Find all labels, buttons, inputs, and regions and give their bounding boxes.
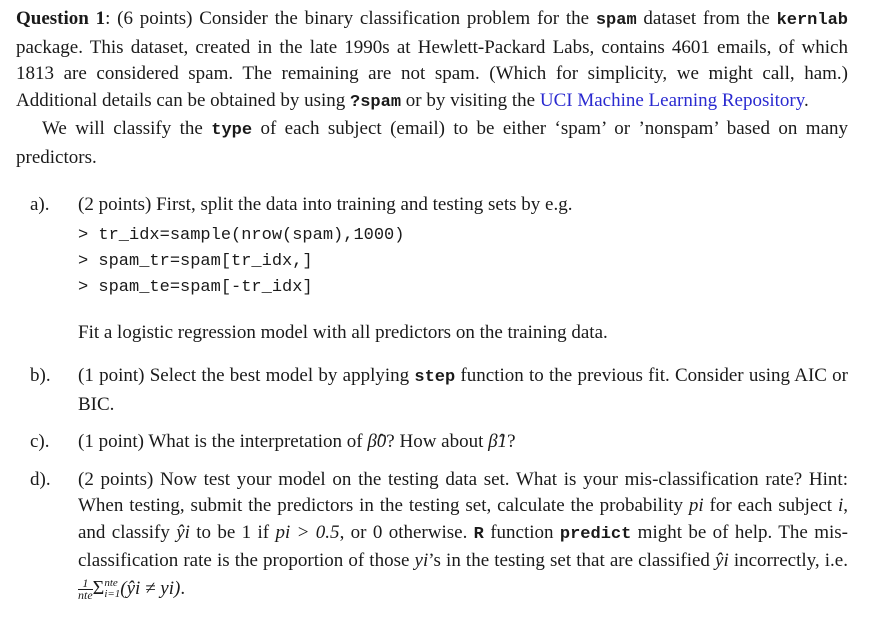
part-a-text: (2 points) First, split the data into training and testing sets by e.g. xyxy=(78,194,573,215)
code-R: R xyxy=(473,524,484,544)
part-b: b). (1 point) Select the best model by applying step function to the previous fit. Consider using AIC or BIC. xyxy=(16,363,848,418)
code-block xyxy=(78,223,848,301)
part-label: d). xyxy=(30,468,51,490)
fraction: $\frac{1}{\text{nte}}$ xyxy=(78,575,93,602)
question-intro: Question 1: (6 points) Consider the binary classification problem for the spam dataset from the kernlab package. This dataset, created in the late 1990s at Hewlett-Packard Labs, contains 4601 emails, of which 1813 are considered spam. The remaining are not spam. (Which for simplicity, we might call, ham.) Additional details can be obtained by using ?spam or by visiting the UCI Machine Learning Repository. xyxy=(16,8,848,112)
code-kernlab: kernlab xyxy=(776,11,848,30)
code-line: > tr_idx=sample(nrow(spam),1000) xyxy=(78,225,405,245)
part-d: d). (2 points) Now test your model on the testing data set. What is your mis-classification rate? Hint: When testing, submit the predictors in the testing set, calculate the probability pi for each subject i, and classify ŷi to be 1 if pi > 0.5, or 0 otherwise. R function predict might be of help. The mis-classification rate is the proportion of those yi’s in the testing set that are classified ŷi incorrectly, i.e. $\frac{1}{\text{nte}}$ Σ nte i=1 (ŷi ≠ yi). xyxy=(16,467,848,603)
code-line: > spam_te=spam[-tr_idx] xyxy=(78,277,313,297)
part-a xyxy=(16,192,848,352)
beta0-symbol: β̂0 xyxy=(367,431,387,452)
code-line: > spam_tr=spam[tr_idx,] xyxy=(78,251,313,271)
part-label: a). xyxy=(30,194,50,215)
part-a-fit-text: Fit a logistic regression model with all predictors on the training data. xyxy=(78,321,608,343)
sum-sign: Σ xyxy=(92,576,105,599)
sum-limits: nte i=1 xyxy=(104,577,121,601)
code-step: step xyxy=(414,368,456,387)
question-parts xyxy=(16,192,848,602)
beta1-symbol: β̂1 xyxy=(488,431,508,452)
code-type: type xyxy=(211,121,253,140)
classification-paragraph: We will classify the type of each subject (email) to be either ‘spam’ or ’nonspam’ based on many predictors. xyxy=(16,118,848,168)
part-c: c). (1 point) What is the interpretation of β̂0? How about β̂1? xyxy=(16,429,848,456)
question-label: Question 1 xyxy=(16,8,106,29)
part-label: b). xyxy=(30,365,51,386)
code-predict: predict xyxy=(559,524,632,544)
code-spam: spam xyxy=(595,11,637,30)
uci-repository-link[interactable]: UCI Machine Learning Repository xyxy=(539,89,805,111)
part-label: c). xyxy=(30,431,50,452)
code-help: ?spam xyxy=(350,92,402,112)
